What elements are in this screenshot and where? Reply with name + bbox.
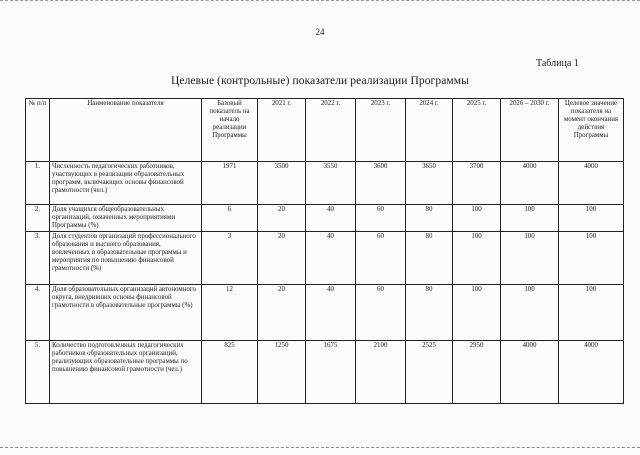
header-cell-2024: 2024 г. — [406, 99, 453, 162]
value-cell: 20 — [258, 232, 306, 285]
value-cell: 3550 — [306, 162, 356, 205]
value-cell: 80 — [406, 232, 453, 285]
value-cell: 40 — [306, 205, 356, 232]
table-row — [26, 205, 624, 232]
header-cell-2026-2030: 2026 – 2030 г. — [501, 99, 559, 162]
row-number: 2. — [26, 205, 50, 232]
value-cell: 100 — [559, 205, 624, 232]
value-cell: 3600 — [356, 162, 406, 205]
value-cell: 3700 — [453, 162, 501, 205]
value-cell: 1971 — [202, 162, 258, 205]
value-cell: 100 — [501, 232, 559, 285]
header-cell-base: Базовый показатель на начало реализации Программы — [202, 99, 258, 162]
table-row — [26, 162, 624, 205]
value-cell: 1250 — [258, 341, 306, 404]
page-number: 24 — [315, 27, 325, 37]
value-cell: 80 — [406, 285, 453, 341]
value-cell: 60 — [356, 232, 406, 285]
table-row — [26, 341, 624, 404]
value-cell: 40 — [306, 232, 356, 285]
value-cell: 12 — [202, 285, 258, 341]
value-cell: 100 — [501, 205, 559, 232]
value-cell: 3 — [202, 232, 258, 285]
value-cell: 4000 — [559, 341, 624, 404]
indicator-name: Доля учащихся общеобразовательных организаций, охваченных мероприятиями Программы (%) — [50, 205, 202, 232]
scan-edge-bottom — [0, 447, 640, 450]
value-cell: 3650 — [406, 162, 453, 205]
table-row — [26, 232, 624, 285]
indicator-name: Численность педагогических работников, участвующих в реализации образовательных программ, включающих основы финансовой грамотности (чел.) — [50, 162, 202, 205]
table-label: Таблица 1 — [536, 58, 579, 69]
value-cell: 20 — [258, 205, 306, 232]
document-title: Целевые (контрольные) показатели реализации Программы — [170, 75, 470, 87]
value-cell: 60 — [356, 285, 406, 341]
row-number: 5. — [26, 341, 50, 404]
indicator-name: Количество подготовленных педагогических работников образовательных организаций, реализующих образовательные программы по повышению финансовой грамотности (чел.) — [50, 341, 202, 404]
value-cell: 2950 — [453, 341, 501, 404]
indicator-name: Доля образовательных организаций автономного округа, внедривших основы финансовой грамотности в образовательные программы (%) — [50, 285, 202, 341]
row-number: 3. — [26, 232, 50, 285]
value-cell: 80 — [406, 205, 453, 232]
table-row — [26, 285, 624, 341]
value-cell: 2100 — [356, 341, 406, 404]
value-cell: 100 — [501, 285, 559, 341]
value-cell: 4000 — [501, 162, 559, 205]
value-cell: 40 — [306, 285, 356, 341]
value-cell: 4000 — [559, 162, 624, 205]
value-cell: 1675 — [306, 341, 356, 404]
row-number: 1. — [26, 162, 50, 205]
value-cell: 825 — [202, 341, 258, 404]
header-cell-2025: 2025 г. — [453, 99, 501, 162]
header-cell-2021: 2021 г. — [258, 99, 306, 162]
value-cell: 100 — [453, 205, 501, 232]
header-cell-2022: 2022 г. — [306, 99, 356, 162]
table-header-row — [26, 99, 624, 162]
scan-edge-top — [0, 0, 640, 3]
value-cell: 6 — [202, 205, 258, 232]
header-cell-2023: 2023 г. — [356, 99, 406, 162]
row-number: 4. — [26, 285, 50, 341]
header-cell-number: № п/п — [26, 99, 50, 162]
header-cell-target: Целевое значение показателя на момент окончания действия Программы — [559, 99, 624, 162]
value-cell: 4000 — [501, 341, 559, 404]
value-cell: 3500 — [258, 162, 306, 205]
value-cell: 60 — [356, 205, 406, 232]
indicator-name: Доля студентов организаций профессионального образования и высшего образования, вовлеченных в образовательные программы и мероприятия по повышению финансовой грамотности (%) — [50, 232, 202, 285]
value-cell: 20 — [258, 285, 306, 341]
value-cell: 2525 — [406, 341, 453, 404]
indicators-table — [25, 98, 624, 404]
value-cell: 100 — [453, 232, 501, 285]
header-cell-name: Наименование показателя — [50, 99, 202, 162]
value-cell: 100 — [453, 285, 501, 341]
value-cell: 100 — [559, 285, 624, 341]
value-cell: 100 — [559, 232, 624, 285]
